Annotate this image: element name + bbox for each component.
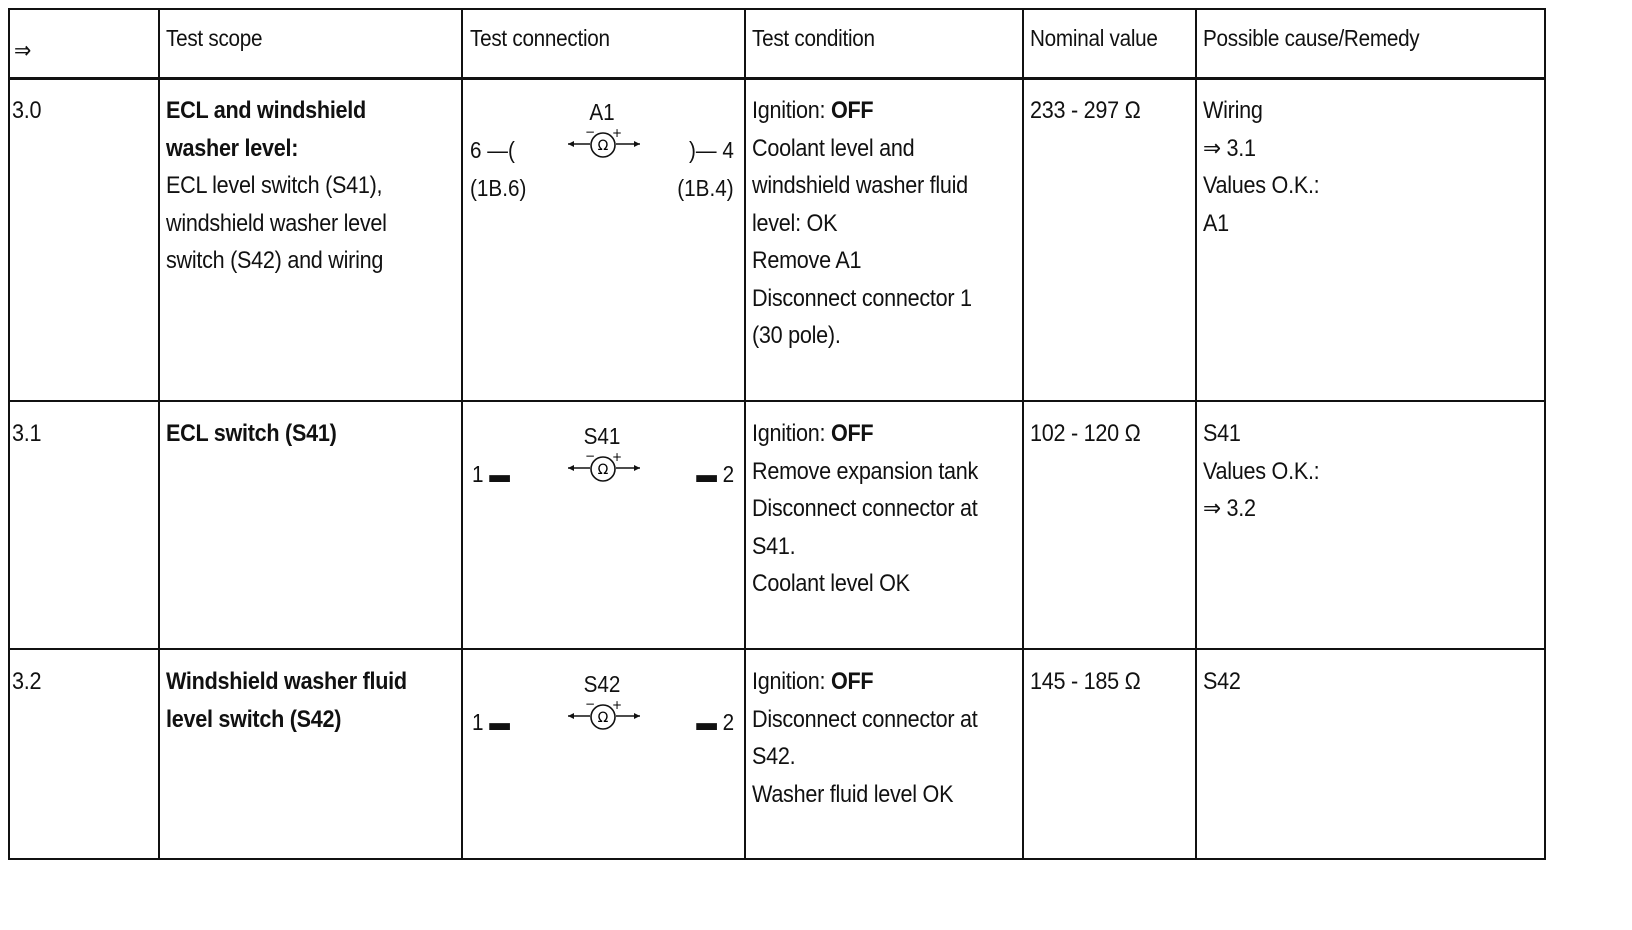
column-divider <box>461 10 463 858</box>
header-test-scope: Test scope <box>166 25 263 51</box>
test-condition: Ignition: OFF Disconnect connector at S42. Washer fluid level OK <box>752 668 978 808</box>
right-pin-ref: (1B.4) <box>677 175 734 201</box>
header-test-condition: Test condition <box>752 25 875 51</box>
nominal-value: 145 - 185 Ω <box>1030 668 1141 695</box>
svg-text:−: − <box>584 128 596 139</box>
svg-text:Ω: Ω <box>597 710 609 726</box>
header-nominal-value: Nominal value <box>1030 25 1158 51</box>
component-label: S42 <box>583 671 621 697</box>
column-divider <box>744 10 746 858</box>
header-remedy: Possible cause/Remedy <box>1203 25 1420 51</box>
column-divider <box>158 10 160 858</box>
row-divider <box>10 400 1544 402</box>
component-label: S41 <box>583 423 621 449</box>
remedy: Wiring ⇒ 3.1 Values O.K.: A1 <box>1203 97 1320 237</box>
step-number: 3.2 <box>12 668 42 695</box>
right-pin: ▬ 2 <box>696 461 734 487</box>
remedy: S42 <box>1203 668 1241 695</box>
left-pin: 6 —( <box>470 137 515 163</box>
remedy: S41 Values O.K.: ⇒ 3.2 <box>1203 420 1320 522</box>
left-pin: 1 ▬ <box>472 709 510 735</box>
svg-text:+: + <box>611 452 623 464</box>
step-number: 3.0 <box>12 97 42 124</box>
test-scope: Windshield washer fluid level switch (S42) <box>166 668 407 733</box>
svg-text:+: + <box>611 128 623 140</box>
left-pin-ref: (1B.6) <box>470 175 527 201</box>
test-table <box>8 8 1546 860</box>
svg-text:−: − <box>584 700 596 711</box>
ohmmeter-icon <box>566 128 642 160</box>
header-arrow: ⇒ <box>14 37 32 63</box>
test-scope: ECL switch (S41) <box>166 420 337 447</box>
ohmmeter-icon <box>566 700 642 732</box>
column-divider <box>1195 10 1197 858</box>
svg-text:−: − <box>584 452 596 463</box>
test-condition: Ignition: OFF Coolant level and windshield washer fluid level: OK Remove A1 Disconnect connector 1 (30 pole). <box>752 97 972 349</box>
test-scope: ECL and windshield washer level: ECL level switch (S41), windshield washer level switch (S42) and wiring <box>166 97 387 274</box>
header-divider <box>10 77 1544 80</box>
svg-text:Ω: Ω <box>597 462 609 478</box>
ohmmeter-icon <box>566 452 642 484</box>
right-pin: ▬ 2 <box>696 709 734 735</box>
component-label: A1 <box>589 99 615 125</box>
right-pin: )— 4 <box>689 137 734 163</box>
header-test-connection: Test connection <box>470 25 610 51</box>
nominal-value: 233 - 297 Ω <box>1030 97 1141 124</box>
nominal-value: 102 - 120 Ω <box>1030 420 1141 447</box>
svg-text:Ω: Ω <box>597 138 609 154</box>
test-condition: Ignition: OFF Remove expansion tank Disconnect connector at S41. Coolant level OK <box>752 420 979 597</box>
svg-text:+: + <box>611 700 623 712</box>
row-divider <box>10 648 1544 650</box>
left-pin: 1 ▬ <box>472 461 510 487</box>
column-divider <box>1022 10 1024 858</box>
step-number: 3.1 <box>12 420 42 447</box>
